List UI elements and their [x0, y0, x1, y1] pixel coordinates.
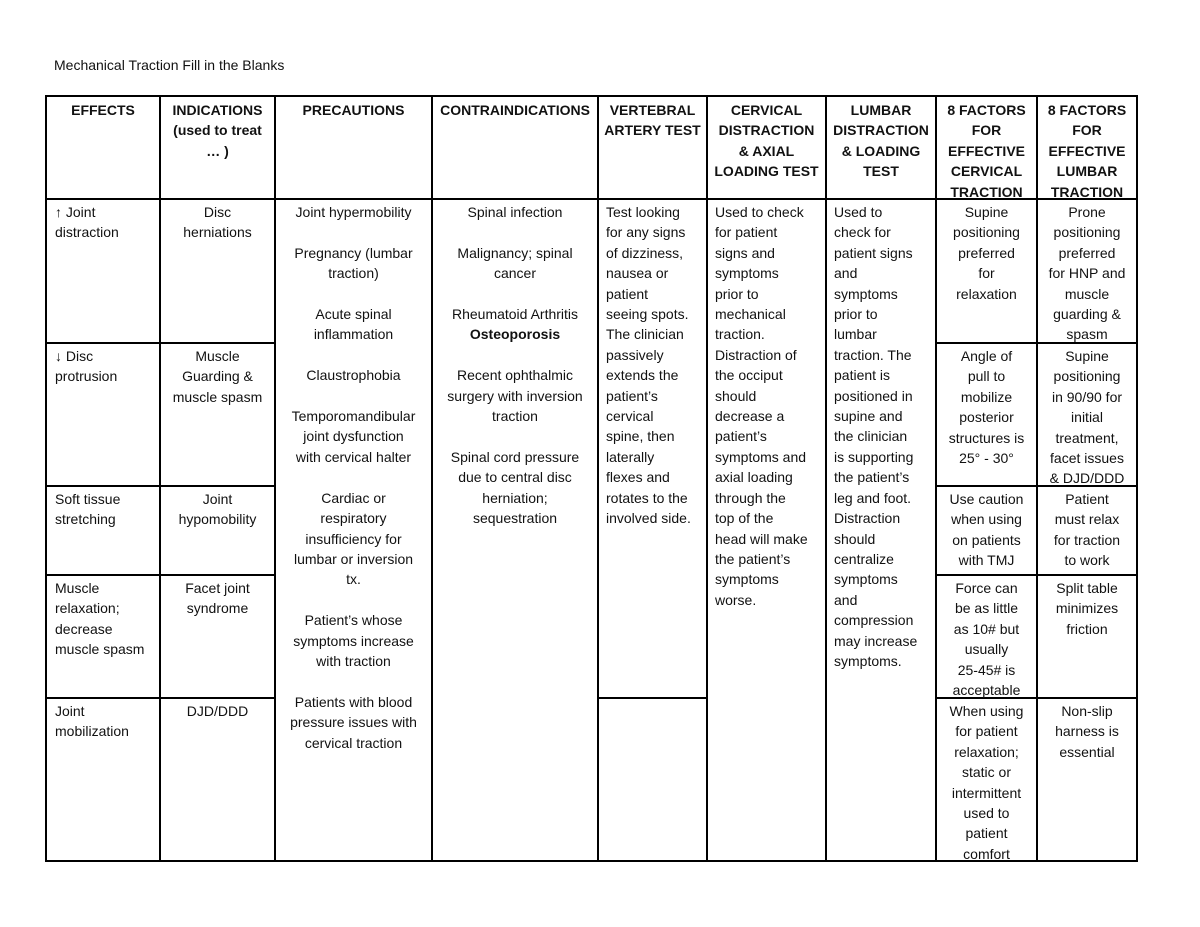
lumbar-distraction-test-cell: Used to check for patient signs and symptoms prior to lumbar traction. The patient is positioned in supine and the clinician is supporting the patient’s leg and foot. Distraction should centralize symptoms and compression may increase symptoms. — [834, 204, 918, 669]
cervical-distraction-test-cell: Used to check for patient signs and symptoms prior to mechanical traction. Distraction of the occiput should decrease a patient’s symptoms and axial loading through the top of the head will make the patient’s symptoms worse. — [715, 204, 808, 608]
lumbar-factor-cell: Non-slip harness is essential — [1055, 703, 1119, 760]
document-title: Mechanical Traction Fill in the Blanks — [54, 57, 285, 73]
column-divider — [597, 95, 599, 862]
header-cervical-factors: 8 FACTORS FOR EFFECTIVE CERVICAL TRACTION — [947, 102, 1026, 200]
header-vertebral-artery-test: VERTEBRAL ARTERY TEST — [604, 102, 701, 139]
indications-cell: Disc herniations — [183, 204, 252, 241]
table-border-left — [45, 95, 47, 862]
header-indications: INDICATIONS (used to treat … ) — [172, 102, 263, 159]
contraindications-text: Recent ophthalmic surgery with inversion traction Spinal cord pressure due to central disc herniation; sequestration — [447, 367, 583, 527]
indications-cell: Muscle Guarding & muscle spasm — [172, 348, 263, 405]
effects-cell: Joint mobilization — [55, 703, 129, 740]
traction-table — [45, 95, 1138, 862]
lumbar-factor-cell: Supine positioning in 90/90 for initial treatment, facet issues & DJD/DDD — [1049, 348, 1125, 487]
effects-cell: Soft tissue stretching — [55, 491, 121, 528]
effects-cell: ↑ Joint distraction — [55, 204, 119, 241]
precautions-cell: Joint hypermobility Pregnancy (lumbar traction) Acute spinal inflammation Claustrophobia Temporomandibular joint dysfunction with cervical halter Cardiac or respiratory insufficiency for lumbar or inversion tx. Patient’s whose symptoms increase with traction Patients with blood pressure issues with cervical traction — [290, 204, 417, 751]
vertebral-artery-test-cell: Test looking for any signs of dizziness, nausea or patient seeing spots. The clinician passively extends the patient’s cervical spine, then laterally flexes and rotates to the involved side. — [606, 204, 691, 527]
contraindications-osteoporosis: Osteoporosis — [469, 326, 561, 343]
column-divider — [706, 95, 708, 862]
column-divider — [825, 95, 827, 862]
indications-cell: Facet joint syndrome — [185, 580, 250, 617]
indications-cell: Joint hypomobility — [178, 491, 257, 528]
lumbar-factor-cell: Split table minimizes friction — [1055, 580, 1119, 637]
cervical-factor-cell: Use caution when using on patients with TMJ — [949, 491, 1024, 569]
row-divider — [597, 697, 708, 699]
header-lumbar-distraction-test: LUMBAR DISTRACTION & LOADING TEST — [833, 102, 929, 180]
cervical-factor-cell: Angle of pull to mobilize posterior structures is 25° - 30° — [948, 348, 1025, 467]
row-divider — [45, 574, 276, 576]
header-contraindications: CONTRAINDICATIONS — [440, 102, 590, 118]
contraindications-text: Spinal infection Malignancy; spinal cancer Rheumatoid Arthritis — [451, 204, 579, 323]
lumbar-factor-cell: Prone positioning preferred for HNP and muscle guarding & spasm — [1048, 204, 1126, 343]
row-divider — [45, 485, 276, 487]
indications-cell: DJD/DDD — [186, 703, 249, 719]
row-divider — [45, 342, 276, 344]
effects-cell: ↓ Disc protrusion — [55, 348, 118, 385]
table-border-top — [45, 95, 1138, 97]
header-cervical-distraction-test: CERVICAL DISTRACTION & AXIAL LOADING TEST — [714, 102, 819, 180]
header-precautions: PRECAUTIONS — [302, 102, 405, 118]
header-effects: EFFECTS — [71, 102, 135, 118]
row-divider — [45, 697, 276, 699]
table-border-right — [1136, 95, 1138, 862]
cervical-factor-cell: When using for patient relaxation; static or intermittent used to patient comfort — [949, 703, 1024, 862]
cervical-factor-cell: Supine positioning preferred for relaxation — [953, 204, 1020, 302]
header-lumbar-factors: 8 FACTORS FOR EFFECTIVE LUMBAR TRACTION — [1047, 102, 1127, 200]
effects-cell: Muscle relaxation; decrease muscle spasm — [55, 580, 145, 658]
contraindications-cell — [433, 202, 597, 529]
row-divider — [935, 574, 1138, 576]
cervical-factor-cell: Force can be as little as 10# but usually 25-45# is acceptable — [952, 580, 1021, 699]
lumbar-factor-cell: Patient must relax for traction to work — [1053, 491, 1121, 569]
